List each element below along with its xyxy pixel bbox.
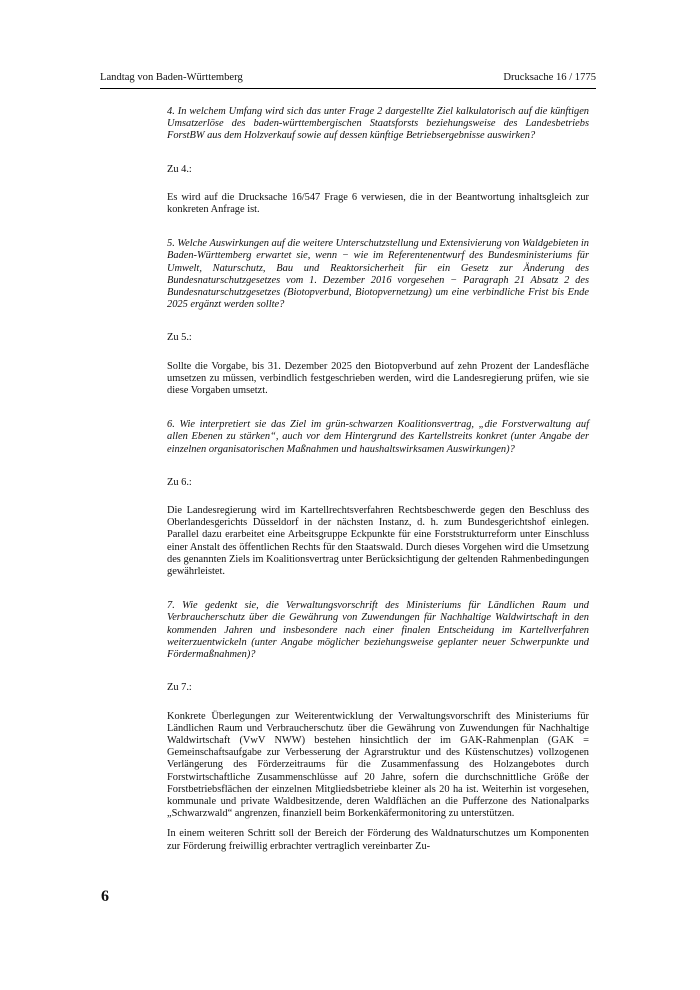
- document-body: [167, 106, 589, 853]
- question-5: 5. Welche Auswirkungen auf die weitere Unterschutzstellung und Extensivierung von Waldgebieten in Baden-Württemberg erwartet sie, wenn − wie im Referentenentwurf des Bundesministeriums für Umwelt, Naturschutz, Bau und Reaktorsicherheit für ein Gesetz zur Änderung des Bundesnaturschutzgesetzes vom 1. Dezember 2016 vorgesehen − Paragraph 21 Absatz 2 des Bundesnaturschutzgesetzes (Biotopverbund, Biotopvernetzung) um eine verbindliche Frist bis Ende 2025 ergänzt werden sollte?: [167, 238, 589, 311]
- question-7: 7. Wie gedenkt sie, die Verwaltungsvorschrift des Ministeriums für Ländlichen Raum und Verbraucherschutz über die Gewährung von Zuwendungen für Nachhaltige Waldwirtschaft in den kommenden Jahren und insbesondere nach einer finalen Entscheidung im Kartellverfahren weiterzuentwickeln (unter Angabe möglicher beziehungsweise geplanter neuer Schwerpunkte und Fördermaßnahmen)?: [167, 600, 589, 661]
- answer-7-paragraph-2: In einem weiteren Schritt soll der Bereich der Förderung des Waldnaturschutzes um Komponenten zur Förderung freiwillig erbrachter vertraglich vereinbarter Zu-: [167, 828, 589, 852]
- header-right: Drucksache 16 / 1775: [503, 72, 596, 83]
- zu-5-label: Zu 5.:: [167, 332, 192, 344]
- page-number: 6: [101, 888, 109, 905]
- answer-7-paragraph-1: Konkrete Überlegungen zur Weiterentwicklung der Verwaltungsvorschrift des Ministeriums für Ländlichen Raum und Verbraucherschutz über die Gewährung von Zuwendungen für Nachhaltige Waldwirtschaft (VwV NWW) bestehen hinsichtlich der im GAK-Rahmenplan (GAK = Gemeinschaftsaufgabe zur Verbesserung der Agrarstruktur und des Küstenschutzes) vollzogenen Verlängerung des Förderzeitraums für die Zusammenfassung des Holzangebotes durch Forstwirtschaftliche Zusammenschlüsse auf 20 Jahre, sofern die durchschnittliche Größe der Forstbetriebsflächen der einzelnen Mitgliedsbetriebe kleiner als 20 ha ist. Weiterhin ist vorgesehen, kommunale und private Waldbesitzende, deren Waldflächen an die Pufferzone des Nationalparks „Schwarzwald“ angrenzen, finanziell beim Borkenkäfermonitoring zu unterstützen.: [167, 710, 589, 820]
- header-left: Landtag von Baden-Württemberg: [100, 72, 243, 83]
- zu-7-label: Zu 7.:: [167, 682, 192, 694]
- question-4: 4. In welchem Umfang wird sich das unter Frage 2 dargestellte Ziel kalkulatorisch auf die künftigen Umsatzerlöse des baden-württembergischen Staatsforsts beziehungsweise des Landesbetriebs ForstBW aus dem Holzverkauf sowie auf dessen künftige Betriebsergebnisse auswirken?: [167, 106, 589, 142]
- zu-6-label: Zu 6.:: [167, 476, 192, 488]
- question-6: 6. Wie interpretiert sie das Ziel im grün-schwarzen Koalitionsvertrag, „die Forstverwaltung auf allen Ebenen zu stärken“, auch vor dem Hintergrund des Kartellstreits konkret (unter Angabe der einzelnen organisatorischen Maßnahmen und haushaltswirksamen Auswirkungen)?: [167, 419, 589, 455]
- page-header: [100, 70, 596, 89]
- answer-5: Sollte die Vorgabe, bis 31. Dezember 2025 den Biotopverbund auf zehn Prozent der Landesfläche umsetzen zu müssen, verbindlich festgeschrieben werden, wird die Landesregierung prüfen, wie sie diese Vorgaben umsetzt.: [167, 360, 589, 397]
- answer-6: Die Landesregierung wird im Kartellrechtsverfahren Rechtsbeschwerde gegen den Beschluss des Oberlandesgerichts Düsseldorf in der nächsten Instanz, d. h. zum Bundesgerichtshof einlegen. Parallel dazu erarbeitet eine Arbeitsgruppe Eckpunkte für eine Forststrukturreform unter Einschluss einer Anstalt des öffentlichen Rechts für den Staatswald. Durch dieses Vorgehen wird die Umsetzung des genannten Ziels im Koalitionsvertrag unter Berücksichtigung der geltenden Rahmenbedingungen gewährleistet.: [167, 505, 589, 578]
- answer-4: Es wird auf die Drucksache 16/547 Frage 6 verwiesen, die in der Beantwortung inhaltsgleich zur konkreten Anfrage ist.: [167, 191, 589, 216]
- zu-4-label: Zu 4.:: [167, 163, 192, 175]
